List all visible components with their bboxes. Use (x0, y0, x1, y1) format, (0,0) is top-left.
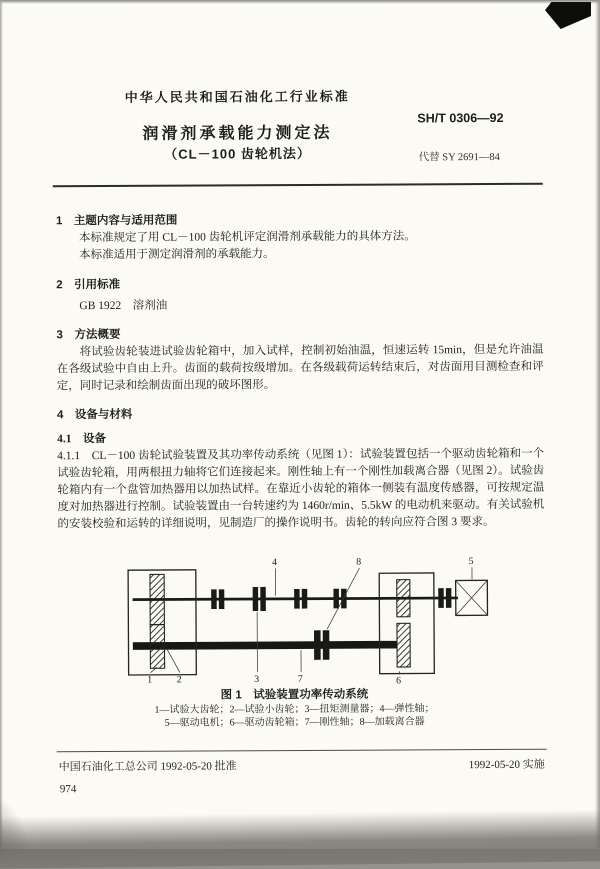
figure-1-legend-line1: 1—试验大齿轮；2—试验小齿轮；3—扭矩测量器；4—弹性轴； (1, 701, 587, 717)
figure-1-diagram (117, 553, 490, 686)
approval-note: 中国石油化工总公司 1992-05-20 批准 (59, 757, 237, 774)
section-4-heading: 4 设备与材料 (57, 405, 544, 425)
section-1-heading: 1 主题内容与适用范围 (56, 211, 543, 231)
torque-measurer (253, 587, 259, 611)
implementation-note: 1992-05-20 实施 (469, 756, 545, 772)
figure-1-legend-line2: 5—驱动电机；6—驱动齿轮箱；7—刚性轴；8—加载离合器 (2, 714, 588, 730)
standards-header: 中华人民共和国石油化工行业标准 (0, 85, 476, 107)
replaces-note: 代替 SY 2691—84 (419, 149, 500, 164)
callout-5: 5 (469, 556, 474, 567)
callout-leaders (150, 567, 473, 676)
scan-edge-right (595, 0, 600, 849)
section-4-1-1-paragraph: 4.1.1 CL－100 齿轮试验装置及其功率传动系统（见图 1）：试验装置包括一个驱动齿轮箱和一个试验齿轮箱，用两根扭力轴将它们连接起来。刚性轴上有一个刚性加载离合器（见图 2）。试验齿轮箱内有一个盘管加热器用以加热试样。在靠近小齿轮的箱体一侧装有温度传感器，可按规定温度对加热器进行控制。试验装置由一台转速约为 1460r/min、5.5kW 的电动机来驱动。有关试验机的安装校验和运转的详细说明，见制造厂的操作说明书。齿轮的转向应符合图 3 要求。 (57, 446, 544, 534)
callout-3: 3 (254, 674, 259, 685)
callout-1: 1 (147, 675, 152, 686)
callout-6: 6 (396, 675, 401, 686)
footer-row (59, 756, 545, 775)
section-3-heading: 3 方法概要 (56, 325, 543, 345)
figure-1-caption: 图 1 试验装置功率传动系统 (1, 684, 587, 703)
standard-number: SH/T 0306—92 (417, 111, 503, 125)
header-divider (53, 183, 543, 188)
callout-4: 4 (272, 557, 277, 568)
figure-1-legend (1, 701, 587, 730)
test-small-gear (150, 625, 164, 669)
body-column (56, 211, 545, 534)
document-title-line1: 润滑剂承载能力测定法 (0, 119, 477, 145)
section-1-paragraph-2: 本标准适用于测定润滑剂的承载能力。 (56, 245, 543, 265)
scan-bottom-shadow (0, 809, 600, 869)
document-title-line2: （CL－100 齿轮机法） (0, 142, 477, 164)
section-1-paragraph-1: 本标准规定了用 CL－100 齿轮机评定润滑剂承载能力的具体方法。 (56, 228, 543, 248)
section-3-paragraph: 将试验齿轮装进试验齿轮箱中，加入试样，控制初始油温，恒速运转 15min，但是允许油温在各级试验中自由上升。齿面的载荷按级增加。在各级载荷运转结束后，对齿面用目测检查和评定，同时记录和绘制齿面出现的破坏图形。 (57, 342, 544, 396)
section-2-heading: 2 引用标准 (56, 275, 543, 295)
rigid-shaft (133, 641, 397, 650)
section-4-1-heading: 4.1 设备 (57, 429, 544, 449)
callout-8: 8 (356, 557, 361, 568)
scan-edge-top (0, 0, 600, 4)
drive-motor (456, 580, 488, 615)
page-number: 974 (60, 783, 77, 795)
callout-7: 7 (298, 674, 303, 685)
callout-2: 2 (177, 674, 182, 685)
footer-divider (57, 749, 547, 753)
test-large-gear (150, 574, 164, 624)
scan-edge-left (0, 0, 3, 849)
section-2-reference: GB 1922 溶剂油 (56, 296, 543, 316)
